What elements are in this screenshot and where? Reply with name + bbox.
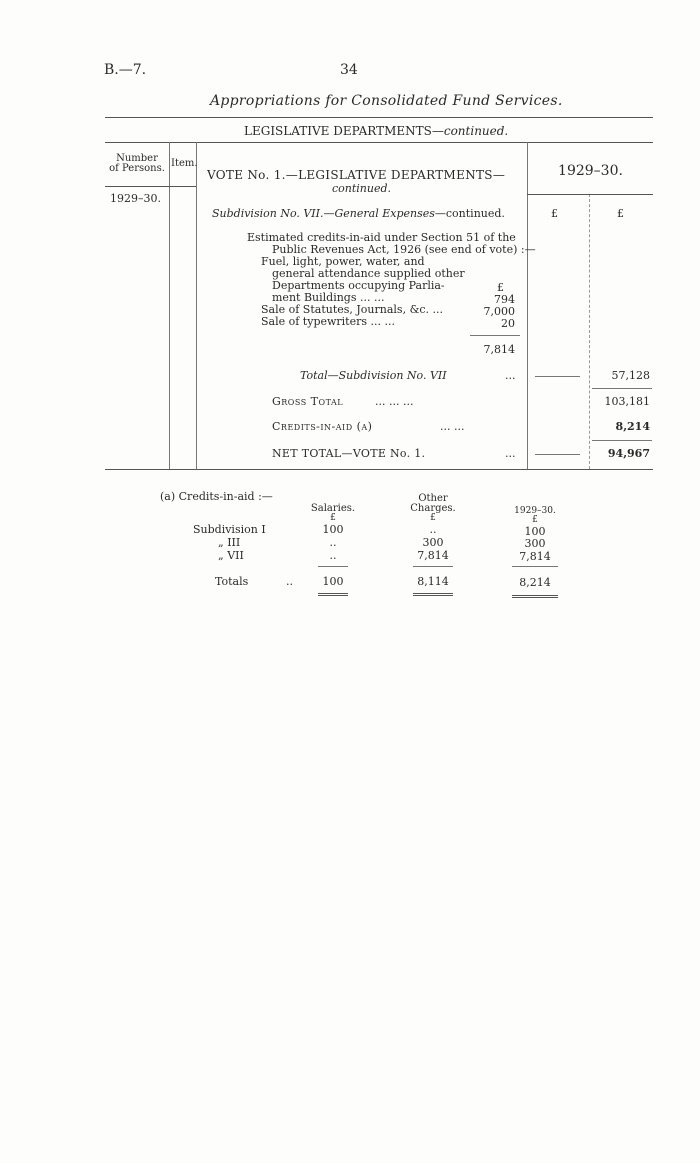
total-subdivision-label: Total—Subdivision No. VII: [300, 369, 447, 382]
inner-pound: £: [497, 281, 504, 294]
department-heading-cont: continued.: [443, 124, 509, 138]
footnote-rule-salaries: [318, 566, 348, 567]
col-header-persons-line1: Number: [116, 153, 158, 164]
footnote-rule-other: [413, 566, 453, 567]
vote-title: VOTE No. 1.—LEGISLATIVE DEPARTMENTS—: [207, 168, 506, 182]
footnote-row-other: ..: [429, 523, 437, 536]
desc-line-2: Public Revenues Act, 1926 (see end of vote) :—: [272, 243, 536, 256]
footnote-col-other-1: Other: [418, 493, 448, 504]
col-rule-desc: [527, 142, 528, 469]
footnote-total-year: 8,214: [519, 576, 551, 589]
desc-line-1: Estimated credits-in-aid under Section 51 of the: [247, 231, 516, 244]
desc-line-6: ment Buildings ... ...: [272, 291, 385, 304]
footnote-row-label: „ VII: [218, 549, 244, 562]
rule-credits: [592, 440, 652, 441]
footnote-totals-dots: ..: [286, 575, 293, 588]
inner-value-fuel: 794: [494, 293, 515, 306]
credits-in-aid-dots: ... ...: [440, 420, 465, 433]
page-number: 34: [340, 62, 358, 78]
footnote-row-salaries: 100: [322, 523, 344, 536]
footnote-totals-label: Totals: [215, 575, 249, 588]
rule-table-top: [105, 142, 653, 143]
vote-title-continued: continued.: [332, 182, 392, 195]
rule-inner-total: [470, 335, 520, 336]
footnote-row-salaries: ..: [329, 549, 337, 562]
page-title: Appropriations for Consolidated Fund Services.: [210, 93, 563, 109]
gross-total-value: 103,181: [604, 395, 650, 408]
footnote-col-year: 1929–30.: [514, 506, 556, 516]
rule-table-bottom: [105, 469, 653, 470]
footnote-row-other: 7,814: [417, 549, 449, 562]
pound-header-2: £: [617, 207, 624, 220]
desc-line-7: Sale of Statutes, Journals, &c. ...: [261, 303, 444, 316]
footnote-double-rule-other: [413, 593, 453, 596]
subdivision-heading: [212, 207, 505, 220]
footnote-pound-other: £: [430, 513, 436, 523]
pound-header-1: £: [551, 207, 558, 220]
col-rule-item: [196, 142, 197, 469]
gross-total-label: Gross Total: [272, 395, 344, 408]
credits-in-aid-value: 8,214: [615, 420, 650, 433]
desc-line-5: Departments occupying Parlia-: [272, 279, 445, 292]
col-header-persons: [107, 154, 167, 174]
footnote-col-salaries: Salaries.: [310, 503, 356, 514]
footnote-row-year: 100: [524, 525, 546, 538]
desc-line-3: Fuel, light, power, water, and: [261, 255, 425, 268]
col-header-item: Item.: [171, 158, 198, 169]
department-heading-main: LEGISLATIVE DEPARTMENTS—: [244, 124, 444, 138]
footnote-rule-year: [512, 566, 558, 567]
desc-line-4: general attendance supplied other: [272, 267, 465, 280]
rule-persons-header: [105, 186, 196, 187]
footnote-total-salaries: 100: [322, 575, 344, 588]
dash-net-total: [535, 454, 580, 455]
subdivision-heading-main: Subdivision No. VII.—General Expenses—: [212, 207, 446, 220]
rule-total-subdivision: [592, 388, 652, 389]
col-header-persons-line2: of Persons.: [109, 163, 165, 174]
footnote-double-rule-salaries: [318, 593, 348, 596]
footnote-row-year: 300: [524, 537, 546, 550]
rule-top: [105, 117, 653, 118]
desc-line-8: Sale of typewriters ... ...: [261, 315, 395, 328]
total-subdivision-dots: ...: [505, 369, 516, 382]
footnote-row-year: 7,814: [519, 550, 551, 563]
rule-year-header: [527, 194, 653, 195]
inner-total: 7,814: [483, 343, 515, 356]
inner-value-typewriters: 20: [501, 317, 515, 330]
col-rule-money: [589, 194, 590, 469]
footnote-total-other: 8,114: [417, 575, 449, 588]
footnote-pound-salaries: £: [330, 513, 336, 523]
footnote-row-label: „ III: [218, 536, 241, 549]
footnote-intro: (a) Credits-in-aid :—: [160, 490, 273, 503]
footnote-row-label: Subdivision I: [193, 523, 266, 536]
net-total-value: 94,967: [607, 447, 650, 460]
credits-in-aid-label: Credits-in-aid (a): [272, 420, 373, 433]
year-header: 1929–30.: [558, 163, 623, 179]
subdivision-heading-cont: continued.: [445, 207, 505, 220]
total-subdivision-value: 57,128: [611, 369, 650, 382]
inner-value-statutes: 7,000: [483, 305, 515, 318]
footnote-col-other-2: Charges.: [410, 503, 456, 514]
department-heading: [244, 124, 508, 138]
footnote-double-rule-year: [512, 595, 558, 598]
gross-total-dots: ... ... ...: [375, 395, 414, 408]
footnote-pound-year: £: [532, 515, 538, 525]
footnote-row-other: 300: [422, 536, 444, 549]
persons-year: 1929–30.: [110, 192, 161, 205]
footnote-row-salaries: ..: [329, 536, 337, 549]
page-reference: B.—7.: [104, 62, 147, 78]
net-total-dots: ...: [505, 447, 516, 460]
col-rule-persons: [169, 142, 170, 469]
net-total-label: NET TOTAL—VOTE No. 1.: [272, 447, 426, 460]
dash-total-subdivision: [535, 376, 580, 377]
